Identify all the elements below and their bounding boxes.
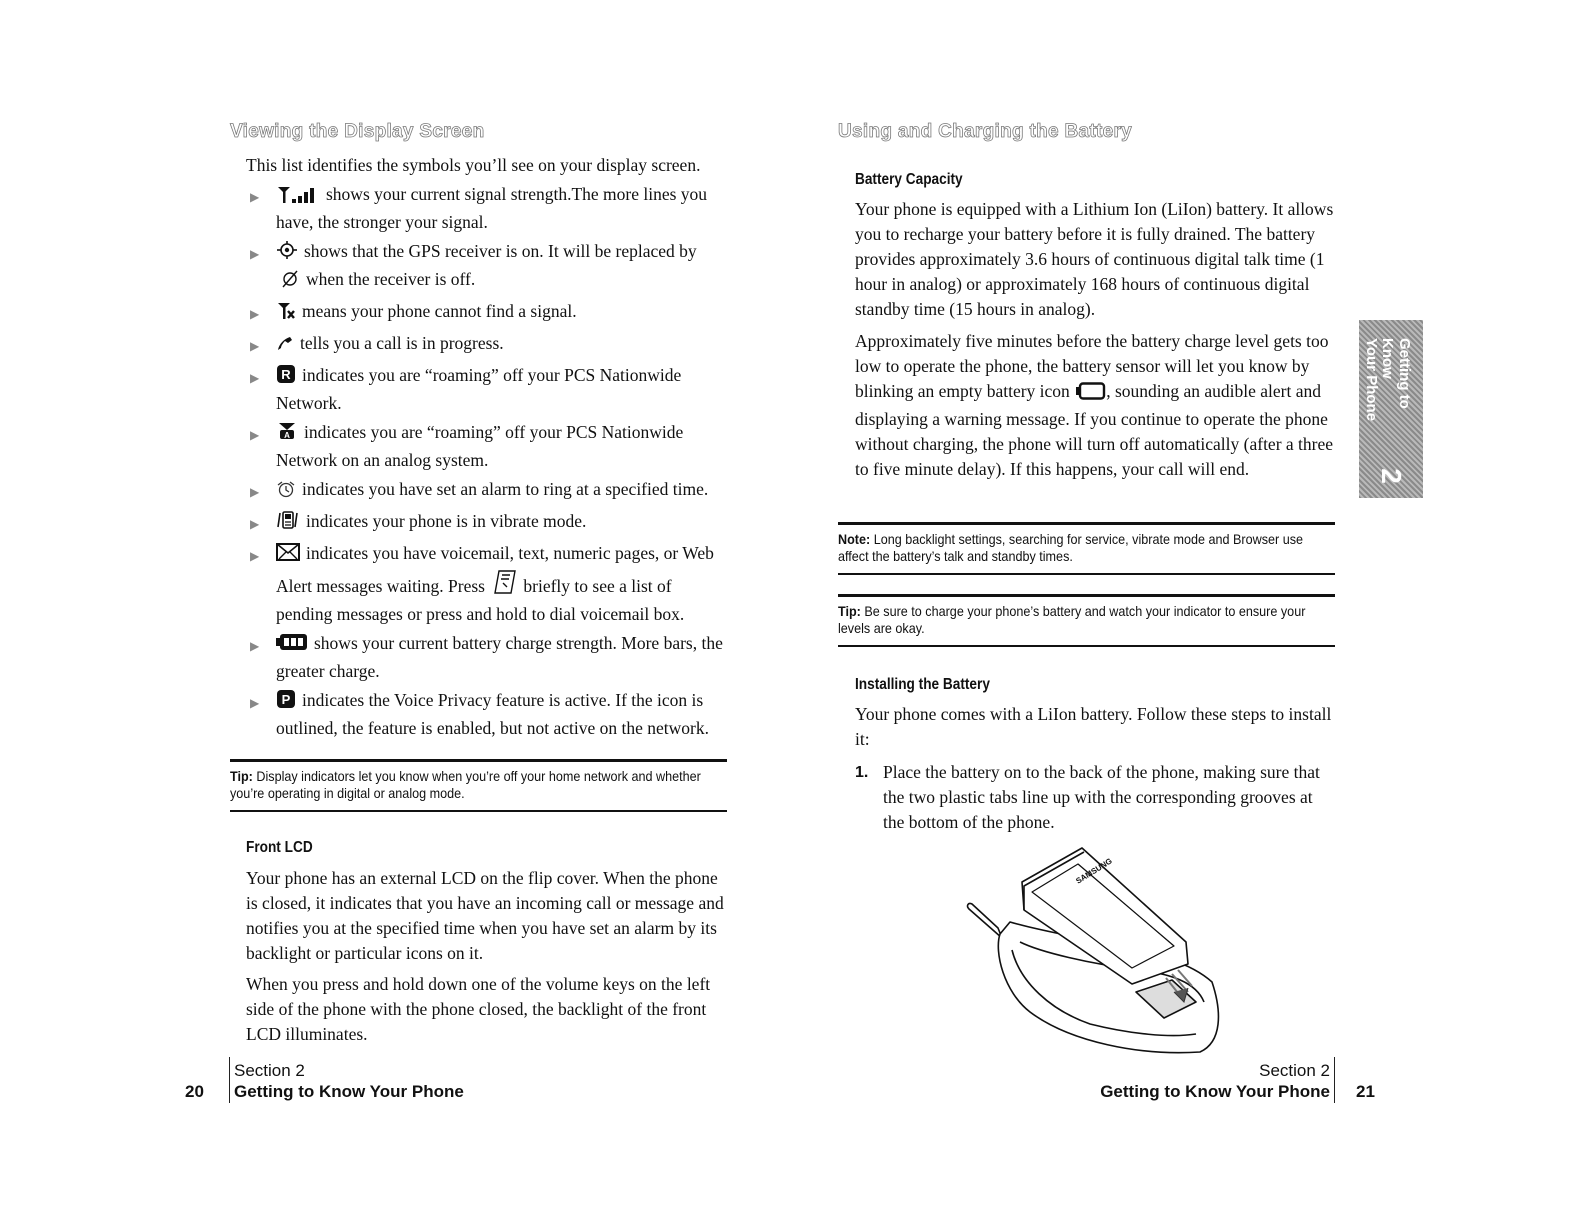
svg-text:P: P xyxy=(281,692,291,707)
installing-battery-paragraph: Your phone comes with a LiIon battery. Follow these steps to install it: xyxy=(855,704,1332,749)
side-tab-line-2: Your Phone xyxy=(1363,338,1380,422)
right-section-title: Using and Charging the Battery xyxy=(838,121,1133,142)
note-text: Long backlight settings, searching for service, vibrate mode and Browser use affect the battery’s talk and standby times. xyxy=(838,531,1304,564)
tip-label: Tip: xyxy=(838,603,861,619)
list-item: ▶ A indicates you are “roaming” off your PCS Nationwide Network on an analog system. xyxy=(250,422,684,470)
list-item: ▶ means your phone cannot find a signal. xyxy=(246,299,726,327)
tip-label: Tip: xyxy=(230,768,253,784)
svg-text:R: R xyxy=(281,367,291,382)
analog-roaming-icon xyxy=(276,421,298,448)
roaming-icon xyxy=(276,364,296,391)
left-footer-rule xyxy=(229,1057,230,1103)
bullet-arrow-icon: ▶ xyxy=(250,517,260,531)
list-item: ▶ indicates you have set an alarm to ring at a specified time. xyxy=(246,477,726,505)
display-intro: This list identifies the symbols you’ll see on your display screen. xyxy=(246,155,701,175)
battery-install-illustration xyxy=(960,842,1230,1058)
side-tab-line-1: Getting to Know xyxy=(1379,338,1413,409)
battery-capacity-paragraph-1: Your phone is equipped with a Lithium Ion (LiIon) battery. It allows you to recharge your battery before it is fully drained. The battery provides approximately 3.6 hours of continuous digital talk time (1 hour in analog) or approximately 168 hours of continuous digital standby time (15 hours in analog). xyxy=(855,199,1334,319)
gps-icon xyxy=(276,240,298,267)
bullet-arrow-icon: ▶ xyxy=(250,639,260,653)
bullet-arrow-icon: ▶ xyxy=(250,549,260,563)
bullet-arrow-icon: ▶ xyxy=(250,190,260,204)
bullet-arrow-icon: ▶ xyxy=(250,485,260,499)
signal-strength-icon xyxy=(276,185,320,210)
display-symbol-list xyxy=(246,182,726,745)
battery-icon xyxy=(276,632,308,659)
list-item: ▶ shows your current signal strength.The more lines you have, the stronger your signal. xyxy=(250,184,708,232)
antenna xyxy=(968,903,1002,938)
svg-text:A: A xyxy=(284,431,290,440)
note-label: Note: xyxy=(838,531,871,547)
message-icon xyxy=(276,542,300,569)
right-footer-rule xyxy=(1334,1057,1335,1103)
empty-battery-icon xyxy=(1076,382,1106,407)
front-lcd-heading: Front LCD xyxy=(246,839,313,856)
message-key-icon xyxy=(493,569,517,602)
bullet-arrow-icon: ▶ xyxy=(250,696,260,710)
brand-label: SAMSUNG xyxy=(1074,856,1114,886)
tip-text: Be sure to charge your phone’s battery and watch your indicator to ensure your levels are okay. xyxy=(838,603,1306,636)
list-item: ▶ tells you a call is in progress. xyxy=(246,331,726,359)
bullet-arrow-icon: ▶ xyxy=(250,307,260,321)
right-footer-section: Section 2 xyxy=(1259,1061,1330,1080)
right-footer-title: Getting to Know Your Phone xyxy=(1100,1082,1330,1101)
step-number: 1. xyxy=(855,764,869,781)
left-footer-title: Getting to Know Your Phone xyxy=(234,1082,464,1101)
vibrate-icon xyxy=(276,510,300,537)
bullet-arrow-icon: ▶ xyxy=(250,428,260,442)
left-section-title: Viewing the Display Screen xyxy=(230,121,485,142)
voice-privacy-icon xyxy=(276,689,296,716)
left-page-number: 20 xyxy=(185,1082,204,1101)
installing-battery-heading: Installing the Battery xyxy=(855,676,990,693)
left-tip-box xyxy=(230,759,727,812)
list-item: ▶ shows that the GPS receiver is on. It will be replaced by when the receiver is off. xyxy=(246,239,726,295)
chapter-side-tab xyxy=(1359,320,1423,498)
battery-capacity-heading: Battery Capacity xyxy=(855,171,963,188)
battery-capacity-paragraph-2: Approximately five minutes before the battery charge level gets too low to operate the phone, the battery sensor will let you know by blinking an empty battery icon , sounding an audible alert and displaying a warning message. If you continue to operate the phone without charging, the phone will turn off automatically (after a three to five minute delay). If this happens, your call will end. xyxy=(855,331,1334,479)
tip-text: Display indicators let you know when you’re off your home network and whether you’re operating in digital or analog mode. xyxy=(230,768,701,801)
list-item: ▶ R indicates you are “roaming” off your PCS Nationwide Network. xyxy=(250,365,682,413)
bullet-arrow-icon: ▶ xyxy=(250,371,260,385)
note-box xyxy=(838,522,1335,575)
list-item: ▶ indicates you have voicemail, text, numeric pages, or Web Alert messages waiting. Press briefly to see a list of pending messages or press and hold to dial voicemail box. xyxy=(250,543,714,624)
front-lcd-paragraph-2: When you press and hold down one of the volume keys on the left side of the phone with the phone closed, the backlight of the front LCD illuminates. xyxy=(246,974,711,1044)
bullet-arrow-icon: ▶ xyxy=(250,247,260,261)
alarm-icon xyxy=(276,480,296,505)
step-text: Place the battery on to the back of the phone, making sure that the two plastic tabs line up with the corresponding grooves at the bottom of the phone. xyxy=(883,762,1320,832)
call-in-progress-icon xyxy=(276,334,294,359)
list-item: ▶ P indicates the Voice Privacy feature is active. If the icon is outlined, the feature is enabled, but not active on the network. xyxy=(250,690,709,738)
left-footer-section: Section 2 xyxy=(234,1061,305,1080)
bullet-arrow-icon: ▶ xyxy=(250,339,260,353)
front-lcd-paragraph-1: Your phone has an external LCD on the flip cover. When the phone is closed, it indicates that you have an incoming call or message and notifies you at the specified time when you have set an alarm by its backlight or particular icons on it. xyxy=(246,868,724,963)
right-tip-box xyxy=(838,594,1335,647)
right-page-number: 21 xyxy=(1356,1082,1375,1101)
list-item: ▶ shows your current battery charge strength. More bars, the greater charge. xyxy=(250,633,723,681)
gps-off-icon xyxy=(280,270,300,295)
list-item: ▶ indicates your phone is in vibrate mode. xyxy=(246,509,726,537)
side-tab-number: 2 xyxy=(1375,468,1407,484)
no-signal-icon xyxy=(276,302,296,327)
